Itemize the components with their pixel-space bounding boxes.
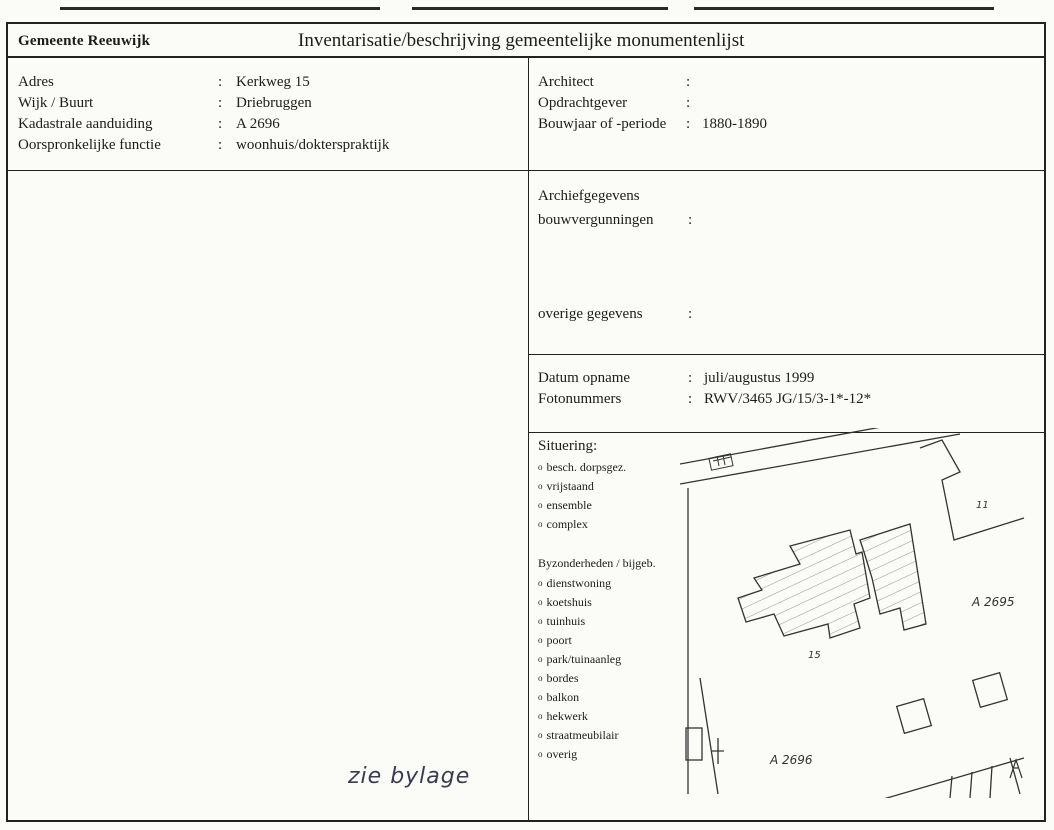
checkbox-icon: o: [538, 635, 543, 645]
cadastral-map: [680, 428, 1028, 798]
bijzonderheden-option: o dienstwoning: [538, 576, 612, 590]
photo-numbers-colon: :: [688, 391, 693, 407]
checkbox-icon: o: [538, 481, 543, 491]
bridge-symbol: [709, 454, 733, 470]
main-building: [738, 524, 926, 638]
situering-option: o ensemble: [538, 498, 592, 512]
bijzonderheden-option: o overig: [538, 747, 578, 761]
situering-option: o besch. dorpsgez.: [538, 460, 627, 474]
other-data-label: overige gegevens: [538, 306, 643, 322]
permits-label: bouwvergunningen: [538, 212, 654, 228]
map-label-house-11: 11: [976, 500, 989, 511]
parcel-boundary: [700, 678, 718, 794]
situering-option: o vrijstaand: [538, 479, 594, 493]
checkbox-icon: o: [538, 749, 543, 759]
survey-marker: [712, 738, 724, 764]
row-divider-archive: [528, 354, 1044, 355]
build-year-label: Bouwjaar of -periode: [538, 116, 667, 132]
photo-numbers-label: Fotonummers: [538, 391, 622, 407]
situering-title: Situering:: [538, 438, 598, 454]
address-colon: :: [218, 74, 223, 90]
map-label-parcel-2695: A 2695: [972, 595, 1015, 609]
parcel-boundary: [920, 440, 1024, 540]
handwritten-note: zie bylage: [348, 764, 471, 789]
checkbox-icon: o: [538, 673, 543, 683]
map-label-house-15: 15: [808, 650, 821, 661]
checkbox-icon: o: [538, 462, 543, 472]
survey-date-label: Datum opname: [538, 370, 631, 386]
archive-title: Archiefgegevens: [538, 188, 640, 204]
permits-colon: :: [688, 212, 693, 228]
original-function-label: Oorspronkelijke functie: [18, 137, 161, 153]
original-function-value: woonhuis/dokterspraktijk: [236, 137, 390, 153]
cadastral-label: Kadastrale aanduiding: [18, 116, 153, 132]
situering-option: o complex: [538, 517, 588, 531]
row-divider-address: [8, 170, 1044, 171]
bijzonderheden-option: o poort: [538, 633, 572, 647]
build-year-colon: :: [686, 116, 691, 132]
district-value: Driebruggen: [236, 95, 312, 111]
survey-date-colon: :: [688, 370, 693, 386]
bijzonderheden-option: o tuinhuis: [538, 614, 586, 628]
checkbox-icon: o: [538, 519, 543, 529]
checkbox-icon: o: [538, 616, 543, 626]
checkbox-icon: o: [538, 711, 543, 721]
form-header: [8, 24, 1044, 58]
column-divider: [528, 58, 529, 820]
bijzonderheden-option: o hekwerk: [538, 709, 588, 723]
cadastral-value: A 2696: [236, 116, 280, 132]
municipality-name: Gemeente Reeuwijk: [18, 33, 151, 49]
build-year-value: 1880-1890: [702, 116, 767, 132]
bijzonderheden-title: Byzonderheden / bijgeb.: [538, 556, 656, 570]
district-colon: :: [218, 95, 223, 111]
checkbox-icon: o: [538, 578, 543, 588]
original-function-colon: :: [218, 137, 223, 153]
client-colon: :: [686, 95, 691, 111]
checkbox-icon: o: [538, 730, 543, 740]
address-value: Kerkweg 15: [236, 74, 310, 90]
other-data-colon: :: [688, 306, 693, 322]
bijzonderheden-option: o straatmeubilair: [538, 728, 619, 742]
bijzonderheden-option: o park/tuinaanleg: [538, 652, 622, 666]
architect-colon: :: [686, 74, 691, 90]
outbuilding: [973, 673, 1008, 708]
survey-date-value: juli/augustus 1999: [704, 370, 815, 386]
map-label-parcel-2696: A 2696: [770, 753, 813, 767]
checkbox-icon: o: [538, 597, 543, 607]
cadastral-colon: :: [218, 116, 223, 132]
district-label: Wijk / Buurt: [18, 95, 94, 111]
checkbox-icon: o: [538, 692, 543, 702]
bijzonderheden-option: o bordes: [538, 671, 579, 685]
form-title: Inventarisatie/beschrijving gemeentelijke monumentenlijst: [298, 30, 745, 51]
top-edge-marks: [0, 4, 1054, 14]
bijzonderheden-option: o balkon: [538, 690, 580, 704]
architect-label: Architect: [538, 74, 594, 90]
photo-numbers-value: RWV/3465 JG/15/3-1*-12*: [704, 391, 872, 407]
address-label: Adres: [18, 74, 54, 90]
checkbox-icon: o: [538, 654, 543, 664]
checkbox-icon: o: [538, 500, 543, 510]
bijzonderheden-option: o koetshuis: [538, 595, 592, 609]
outbuilding: [897, 699, 932, 734]
client-label: Opdrachtgever: [538, 95, 628, 111]
road-line: [680, 428, 952, 464]
